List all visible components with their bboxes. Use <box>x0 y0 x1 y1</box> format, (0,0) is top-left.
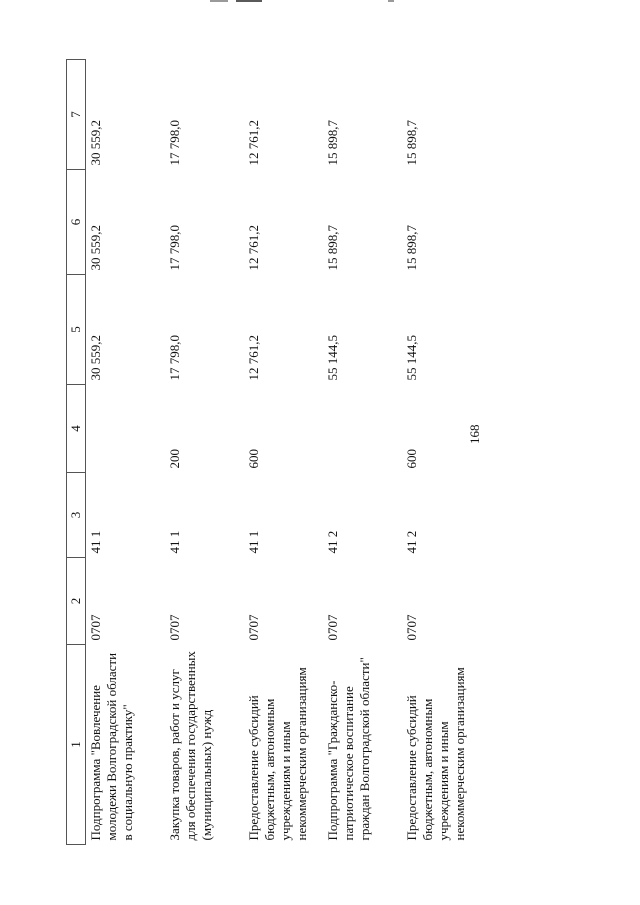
scan-artifact-center <box>236 0 262 2</box>
row-value-col6: 15 898,7 <box>324 225 340 271</box>
row-value-col5: 55 144,5 <box>324 335 340 381</box>
row-expense-type: 200 <box>166 449 182 469</box>
row-section-code: 0707 <box>166 614 182 641</box>
row-section-code: 0707 <box>324 614 340 641</box>
header-row <box>67 60 86 845</box>
row-value-col5: 30 559,2 <box>88 335 103 381</box>
row-value-col7: 17 798,0 <box>166 120 182 166</box>
row-value-col6: 17 798,0 <box>166 225 182 271</box>
budget-table <box>66 59 481 845</box>
header-cell-7: 7 <box>67 60 86 170</box>
header-cell-2: 2 <box>67 558 86 645</box>
row-expense-type <box>323 385 402 473</box>
row-value-col5: 12 761,2 <box>245 335 261 381</box>
row-section-code: 0707 <box>88 614 103 641</box>
row-name: Закупка товаров, работ и услуг для обеспечения государственных (муниципальных) нужд <box>166 651 214 841</box>
row-target-code: 41 1 <box>88 530 103 554</box>
row-expense-type: 600 <box>245 449 261 469</box>
row-value-col5: 17 798,0 <box>166 335 182 381</box>
header-cell-1: 1 <box>67 645 86 845</box>
table-row <box>165 60 244 845</box>
row-expense-type: 600 <box>403 449 419 469</box>
row-name: Предоставление субсидий бюджетным, автономным учреждениям и иным некоммерческим организациям <box>403 667 467 841</box>
budget-table-rotated <box>66 60 613 845</box>
row-target-code: 41 2 <box>403 530 419 554</box>
header-cell-6: 6 <box>67 170 86 275</box>
header-cell-3: 3 <box>67 473 86 558</box>
row-value-col7: 15 898,7 <box>403 120 419 166</box>
row-value-col7: 12 761,2 <box>245 120 261 166</box>
scan-artifact-left <box>210 0 228 2</box>
row-expense-type <box>86 385 165 473</box>
row-value-col7: 15 898,7 <box>324 120 340 166</box>
table-row <box>323 60 402 845</box>
row-value-col6: 30 559,2 <box>88 225 103 271</box>
row-target-code: 41 1 <box>166 530 182 554</box>
page-number: 168 <box>467 424 482 444</box>
row-section-code: 0707 <box>403 614 419 641</box>
row-target-code: 41 2 <box>324 530 340 554</box>
row-name: Подпрограмма "Вовлечение молодежи Волгоградской области в социальную практику" <box>88 652 135 841</box>
row-value-col6: 15 898,7 <box>403 225 419 271</box>
row-section-code: 0707 <box>245 614 261 641</box>
table-row <box>244 60 323 845</box>
row-value-col7: 30 559,2 <box>88 120 103 166</box>
table-row <box>402 60 481 845</box>
row-value-col5: 55 144,5 <box>403 335 419 381</box>
header-cell-5: 5 <box>67 275 86 385</box>
header-cell-4: 4 <box>67 385 86 473</box>
row-value-col6: 12 761,2 <box>245 225 261 271</box>
table-row <box>86 60 165 845</box>
row-target-code: 41 1 <box>245 530 261 554</box>
row-name: Предоставление субсидий бюджетным, автономным учреждениям и иным некоммерческим организациям <box>245 667 309 841</box>
scan-artifact-right <box>388 0 394 2</box>
row-name: Подпрограмма "Гражданско-патриотическое воспитание граждан Волгоградской области" <box>324 657 372 841</box>
